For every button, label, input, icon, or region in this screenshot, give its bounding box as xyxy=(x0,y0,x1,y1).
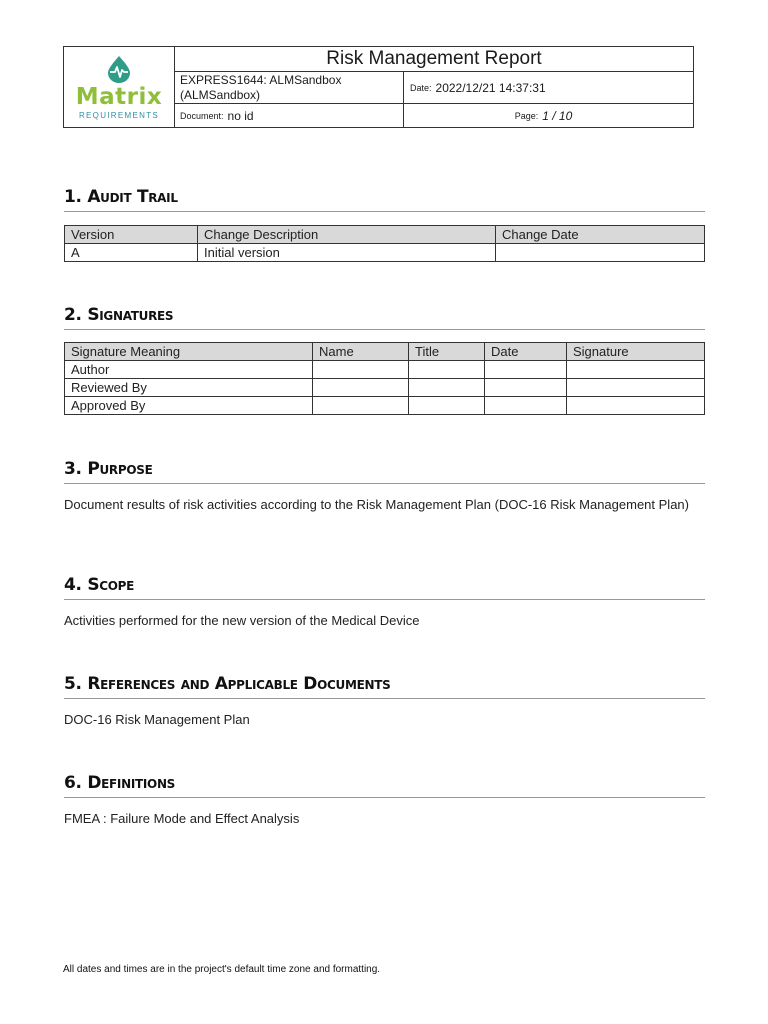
page-label: Page: xyxy=(514,110,539,121)
document-id xyxy=(175,104,404,127)
table-cell xyxy=(567,379,705,397)
table-cell: A xyxy=(65,244,198,262)
section-title-text: Definitions xyxy=(87,773,176,793)
table-cell xyxy=(567,361,705,379)
audit-trail-table xyxy=(64,225,705,262)
table-cell xyxy=(313,397,409,415)
table-header-cell: Name xyxy=(313,343,409,361)
table-cell: Initial version xyxy=(198,244,496,262)
page-number xyxy=(404,104,693,127)
table-cell xyxy=(313,379,409,397)
document-value: no id xyxy=(227,108,254,123)
section-title-text: Purpose xyxy=(87,459,153,479)
section-number: 6. xyxy=(64,773,82,793)
table-header-cell: Change Description xyxy=(198,226,496,244)
table-header-cell: Title xyxy=(409,343,485,361)
signatures-table xyxy=(64,342,705,415)
section-title-text: Audit Trail xyxy=(87,187,178,207)
page-footer: All dates and times are in the project's default time zone and formatting. xyxy=(63,964,381,975)
section-heading-definitions xyxy=(64,773,705,798)
definitions-text: FMEA : Failure Mode and Effect Analysis xyxy=(64,811,300,826)
table-cell xyxy=(567,397,705,415)
section-title-text: Signatures xyxy=(87,305,174,325)
heartbeat-drop-icon xyxy=(104,54,134,84)
table-cell: Approved By xyxy=(65,397,313,415)
section-number: 5. xyxy=(64,674,82,694)
table-cell: Author xyxy=(65,361,313,379)
logo-wordmark: Matrix xyxy=(75,84,163,110)
purpose-text: Document results of risk activities according to the Risk Management Plan (DOC-16 Risk Management Plan) xyxy=(64,497,689,512)
section-number: 3. xyxy=(64,459,82,479)
document-header xyxy=(63,46,694,128)
section-heading-audit-trail xyxy=(64,187,705,212)
section-number: 2. xyxy=(64,305,82,325)
table-header-cell: Version xyxy=(65,226,198,244)
table-cell xyxy=(485,379,567,397)
section-heading-purpose xyxy=(64,459,705,484)
logo-subtitle: REQUIREMENTS xyxy=(78,111,160,120)
table-cell: Reviewed By xyxy=(65,379,313,397)
table-row xyxy=(65,397,705,415)
table-header-cell: Signature Meaning xyxy=(65,343,313,361)
table-cell xyxy=(313,361,409,379)
section-number: 1. xyxy=(64,187,82,207)
section-heading-references xyxy=(64,674,705,699)
table-cell xyxy=(409,397,485,415)
document-label: Document: xyxy=(180,110,224,121)
date-label: Date: xyxy=(410,82,432,93)
date-value: 2022/12/21 14:37:31 xyxy=(435,80,546,95)
section-heading-scope xyxy=(64,575,705,600)
section-title-text: References and Applicable Documents xyxy=(87,674,391,694)
table-header-cell: Signature xyxy=(567,343,705,361)
table-header-cell: Date xyxy=(485,343,567,361)
table-header-cell: Change Date xyxy=(496,226,705,244)
table-header-row xyxy=(65,343,705,361)
references-text: DOC-16 Risk Management Plan xyxy=(64,712,250,727)
report-date xyxy=(404,72,693,104)
report-title: Risk Management Report xyxy=(175,47,693,72)
table-row xyxy=(65,379,705,397)
scope-text: Activities performed for the new version of the Medical Device xyxy=(64,613,420,628)
section-heading-signatures xyxy=(64,305,705,330)
table-row xyxy=(65,361,705,379)
table-cell xyxy=(496,244,705,262)
table-cell xyxy=(485,361,567,379)
section-title-text: Scope xyxy=(87,575,135,595)
table-cell xyxy=(409,361,485,379)
table-cell xyxy=(409,379,485,397)
company-logo xyxy=(64,47,175,127)
table-cell xyxy=(485,397,567,415)
page-value: 1 / 10 xyxy=(542,108,573,123)
section-number: 4. xyxy=(64,575,82,595)
table-row xyxy=(65,244,705,262)
project-name: EXPRESS1644: ALMSandbox (ALMSandbox) xyxy=(175,72,404,104)
table-header-row xyxy=(65,226,705,244)
